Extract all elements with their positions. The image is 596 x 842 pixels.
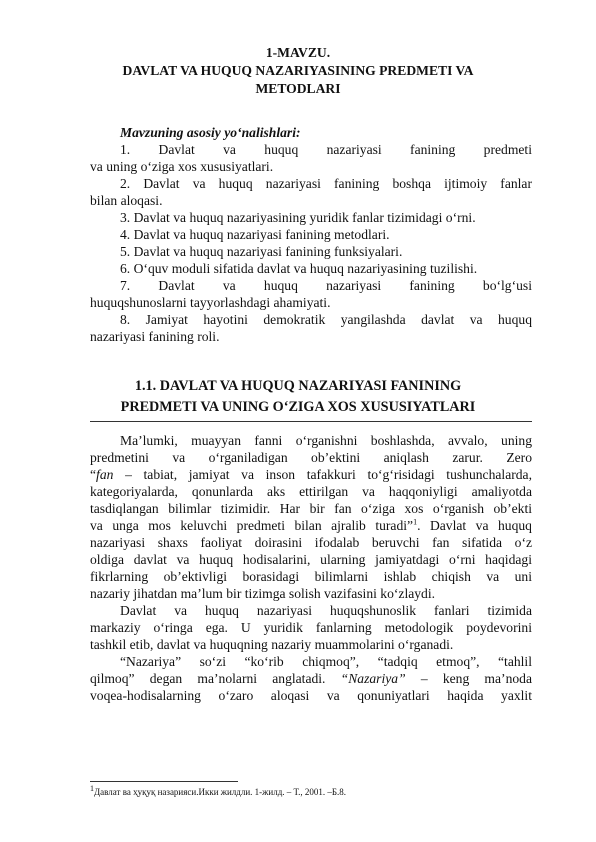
- topic-title-line: DAVLAT VA HUQUQ NAZARIYASINING PREDMETI VA: [122, 63, 474, 78]
- paragraph-line: nazariy jihatdan ma’lum bir tizimga solish vazifasini ko‘zlaydi.: [90, 586, 436, 601]
- main-questions-heading: Mavzuning asosiy yo‘nalishlari:: [120, 125, 301, 140]
- paragraph-text: – tabiat, jamiyat va inson tafakkuri to‘g‘risidagi tushunchalarda,: [113, 467, 532, 482]
- paragraph-text: – keng ma’noda: [405, 671, 532, 686]
- paragraph-text: . Davlat va huquq: [417, 518, 532, 533]
- topic-title-line: METODLARI: [255, 81, 341, 96]
- list-item: 7. Davlat va huquq nazariyasi fanining bo‘lg‘usi: [120, 278, 532, 293]
- list-item: 4. Davlat va huquq nazariyasi fanining metodlari.: [120, 227, 390, 242]
- paragraph-line: “Nazariya” so‘zi “ko‘rib chiqmoq”, “tadqiq etmoq”, “tahlil: [120, 654, 532, 669]
- paragraph-text: va unga mos keluvchi predmeti bilan ajralib turadi”: [90, 518, 414, 533]
- list-item: 3. Davlat va huquq nazariyasining yuridik fanlar tizimidagi o‘rni.: [120, 210, 476, 225]
- paragraph-line: tasdiqlangan bilimlar tizimidir. Har bir fan o‘ziga xos o‘rganish ob’ekti: [90, 501, 532, 516]
- list-item-continuation: bilan aloqasi.: [90, 193, 163, 208]
- list-item-continuation: nazariyasi fanining roli.: [90, 329, 220, 344]
- footnote-text: Давлат ва ҳуқуқ назарияси.Икки жилдли. 1-жилд. – Т., 2001. –Б.8.: [94, 787, 347, 797]
- paragraph-line: oldiga davlat va huquq hodisalarini, ularning jamiyatdagi o‘rni haqidagi: [90, 552, 532, 567]
- list-item: 5. Davlat va huquq nazariyasi fanining funksiyalari.: [120, 244, 403, 259]
- list-item-continuation: va uning o‘ziga xos xususiyatlari.: [90, 159, 274, 174]
- list-item-continuation: huquqshunoslarni tayyorlashdagi ahamiyati.: [90, 295, 331, 310]
- paragraph-line: [90, 517, 532, 534]
- topic-number: 1-MAVZU.: [265, 45, 331, 60]
- list-item: 8. Jamiyat hayotini demokratik yangilashda davlat va huquq: [120, 312, 532, 327]
- footnote-divider: [90, 781, 238, 782]
- paragraph-line: [90, 670, 532, 687]
- paragraph-line: Ma’lumki, muayyan fanni o‘rganishni boshlashda, avvalo, uning: [120, 433, 532, 448]
- footnote-mark: 1: [90, 784, 94, 793]
- footnote-ref: 1: [413, 517, 418, 527]
- paragraph-line: fikrlarning ob’ektivligi borasidagi bilimlarni ishlab chiqish va uni: [90, 569, 532, 584]
- paragraph-line: nazariyasi shaxs faoliyat doirasini ifodalab beruvchi fan sifatida o‘z: [90, 535, 532, 550]
- paragraph-line: tashkil etib, davlat va huquqning nazariy muammolarini o‘rganadi.: [90, 637, 454, 652]
- list-item: 1. Davlat va huquq nazariyasi fanining predmeti: [120, 142, 532, 157]
- paragraph-line: markaziy o‘ringa ega. U yuridik fanlarning metodologik poydevorini: [90, 620, 532, 635]
- footnote: [90, 786, 346, 798]
- section-title-line: PREDMETI VA UNING O‘ZIGA XOS XUSUSIYATLARI: [120, 399, 476, 415]
- open-quote: “: [90, 467, 97, 482]
- term-fan: fan: [96, 467, 114, 482]
- term-nazariya: “Nazariya”: [340, 671, 406, 686]
- list-item: 6. O‘quv moduli sifatida davlat va huquq nazariyasining tuzilishi.: [120, 261, 478, 276]
- paragraph-line: kategoriyalarda, qonunlarda aks ettirilgan va haqqoniyligi amaliyotda: [90, 484, 532, 499]
- paragraph-line: [90, 466, 532, 483]
- paragraph-line: Davlat va huquq nazariyasi huquqshunoslik fanlari tizimida: [120, 603, 532, 618]
- section-title-line: 1.1. DAVLAT VA HUQUQ NAZARIYASI FANINING: [134, 378, 462, 394]
- paragraph-line: voqea-hodisalarning o‘zaro aloqasi va qonuniyatlari haqida yaxlit: [90, 688, 532, 703]
- paragraph-text: qilmoq” degan ma’nolarni anglatadi.: [90, 671, 341, 686]
- section-divider: [90, 421, 532, 422]
- list-item: 2. Davlat va huquq nazariyasi fanining boshqa ijtimoiy fanlar: [120, 176, 532, 191]
- paragraph-line: predmetini va o‘rganiladigan ob’ektini aniqlash zarur. Zero: [90, 450, 532, 465]
